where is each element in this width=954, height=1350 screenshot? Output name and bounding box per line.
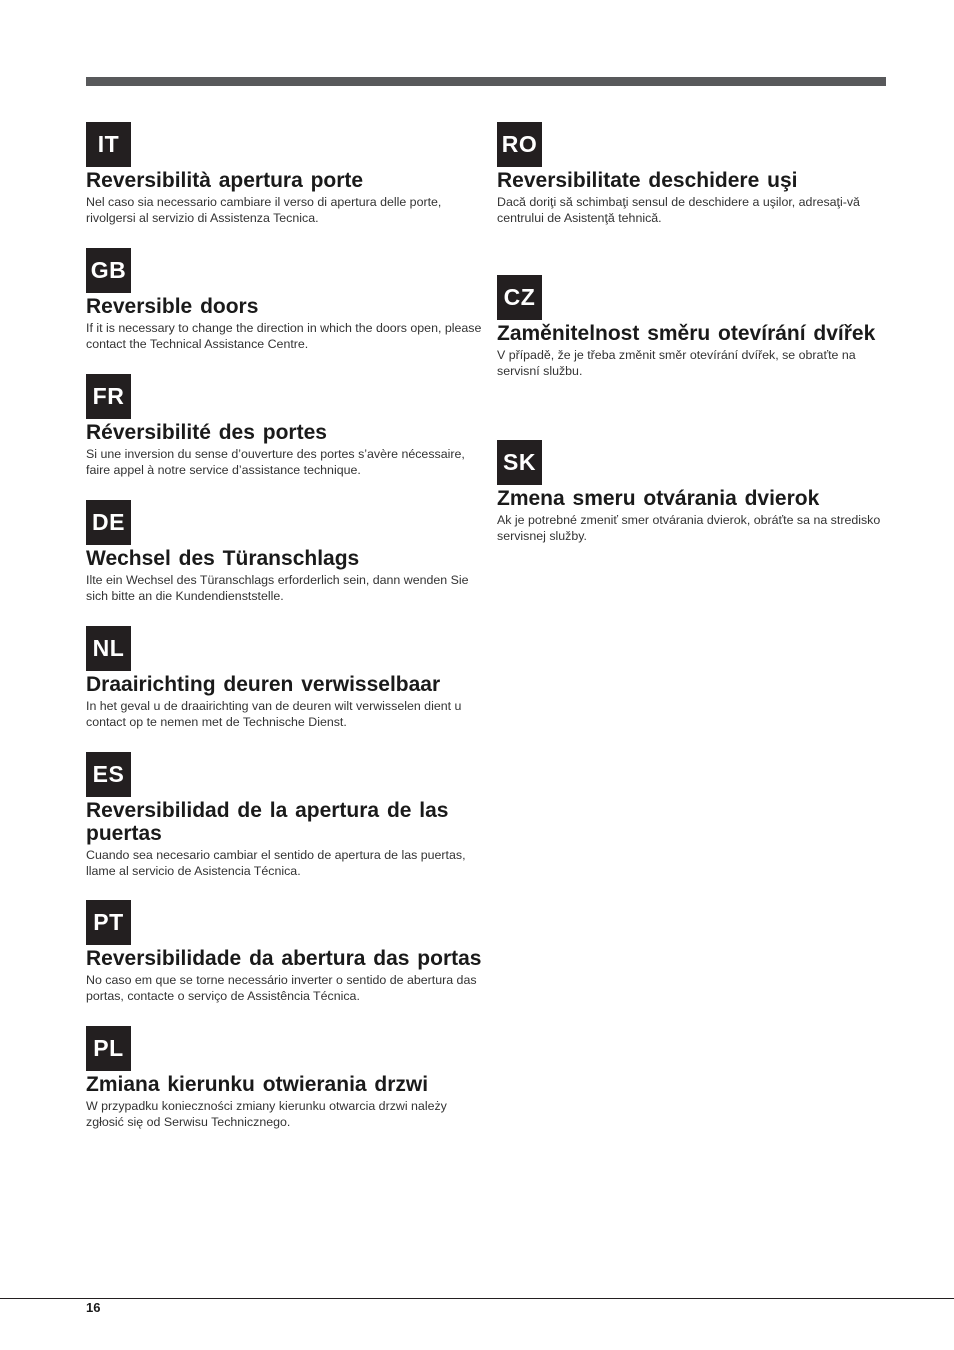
section-nl (86, 626, 488, 752)
section-title-it: Reversibilità apertura porte (86, 169, 364, 192)
section-body-es: Cuando sea necesario cambiar el sentido de apertura de las puertas, llame al servicio de Asistencia Técnica. (86, 848, 466, 878)
language-badge-ro: RO (497, 122, 542, 167)
section-title-cz: Zaměnitelnost směru otevírání dvířek (497, 322, 876, 345)
section-body-de: Ilte ein Wechsel des Türanschlags erforderlich sein, dann wenden Sie sich bitte an die Kundendienststelle. (86, 573, 469, 603)
section-title-ro: Reversibilitate deschidere uşi (497, 169, 798, 192)
section-title-pl: Zmiana kierunku otwierania drzwi (86, 1073, 429, 1096)
section-body-gb: If it is necessary to change the direction in which the doors open, please contact the Technical Assistance Centre. (86, 321, 482, 351)
section-title-de: Wechsel des Türanschlags (86, 547, 360, 570)
section-title-nl: Draairichting deuren verwisselbaar (86, 673, 441, 696)
section-title-pt: Reversibilidade da abertura das portas (86, 947, 482, 970)
section-es (86, 752, 488, 900)
section-title-sk: Zmena smeru otvárania dvierok (497, 487, 820, 510)
section-body-pl: W przypadku konieczności zmiany kierunku otwarcia drzwi należy zgłosić się od Serwisu Technicznego. (86, 1099, 447, 1129)
section-gb (86, 248, 488, 374)
language-badge-sk: SK (497, 440, 542, 485)
language-badge-pt: PT (86, 900, 131, 945)
left-column (86, 122, 488, 1152)
section-fr (86, 374, 488, 500)
language-badge-es: ES (86, 752, 131, 797)
section-title-gb: Reversible doors (86, 295, 259, 318)
section-pt (86, 900, 488, 1026)
language-badge-gb: GB (86, 248, 131, 293)
right-column (497, 122, 899, 566)
language-badge-nl: NL (86, 626, 131, 671)
section-it (86, 122, 488, 248)
section-body-pt: No caso em que se torne necessário inverter o sentido de abertura das portas, contacte o serviço de Assistência Técnica. (86, 973, 477, 1003)
section-title-fr: Réversibilité des portes (86, 421, 327, 444)
section-body-it: Nel caso sia necessario cambiare il verso di apertura delle porte, rivolgersi al servizio di Assistenza Tecnica. (86, 195, 442, 225)
section-body-cz: V případě, že je třeba změnit směr otevírání dvířek, se obraťte na servisní službu. (497, 348, 856, 378)
language-badge-de: DE (86, 500, 131, 545)
section-de (86, 500, 488, 626)
section-cz (497, 275, 899, 440)
page-number: 16 (86, 1300, 101, 1315)
top-rule (86, 77, 886, 86)
section-title-es: Reversibilidad de la apertura de las puertas (86, 799, 449, 845)
section-sk (497, 440, 899, 566)
language-badge-cz: CZ (497, 275, 542, 320)
footer-rule (0, 1298, 954, 1299)
language-badge-fr: FR (86, 374, 131, 419)
language-badge-pl: PL (86, 1026, 131, 1071)
section-body-nl: In het geval u de draairichting van de deuren wilt verwisselen dient u contact op te nemen met de Technische Dienst. (86, 699, 462, 729)
section-pl (86, 1026, 488, 1152)
section-body-ro: Dacă doriţi să schimbaţi sensul de deschidere a uşilor, adresaţi-vă centrului de Asistenţă tehnică. (497, 195, 860, 225)
section-body-sk: Ak je potrebné zmeniť smer otvárania dvierok, obráťte sa na stredisko servisnej služby. (497, 513, 881, 543)
section-ro (497, 122, 899, 275)
language-badge-it: IT (86, 122, 131, 167)
section-body-fr: Si une inversion du sense d’ouverture des portes s’avère nécessaire, faire appel à notre service d’assistance technique. (86, 447, 465, 477)
